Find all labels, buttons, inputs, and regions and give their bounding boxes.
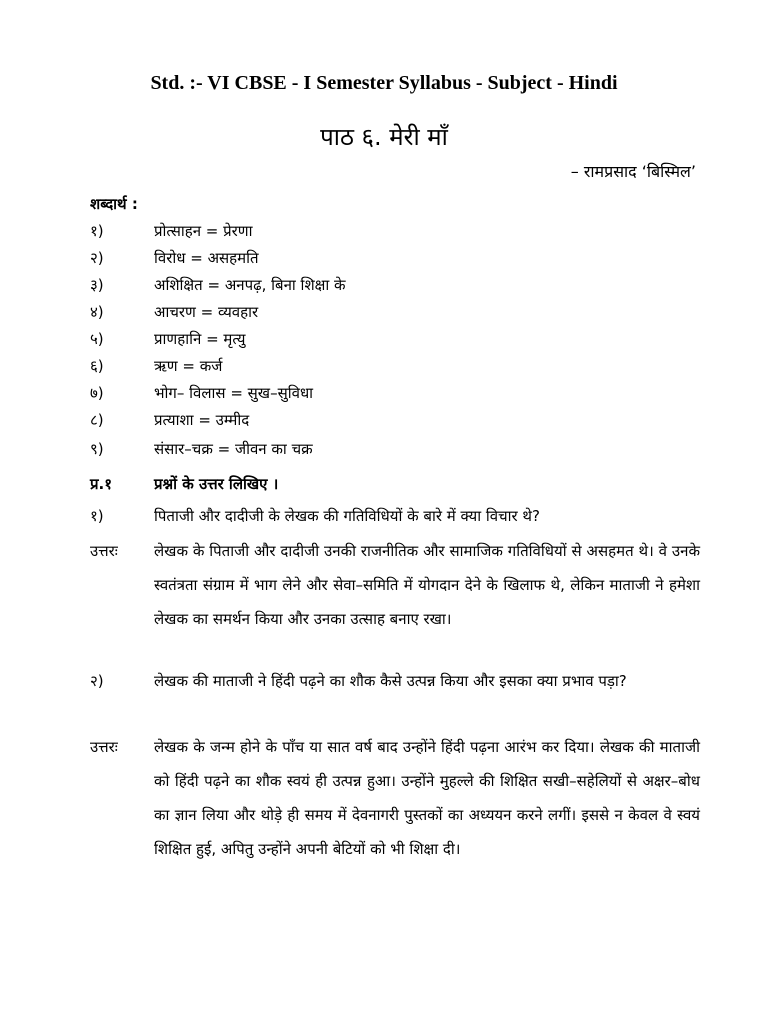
question-number: २) xyxy=(90,672,104,690)
glossary-item xyxy=(90,329,245,349)
question-2 xyxy=(90,664,700,698)
glossary-item-text: प्रत्याशा = उम्मीद xyxy=(154,411,250,429)
glossary-item xyxy=(90,302,258,322)
questions-heading xyxy=(90,474,278,494)
question-number: १) xyxy=(90,507,104,525)
glossary-item xyxy=(90,439,313,459)
answer-2 xyxy=(90,730,700,866)
question-1 xyxy=(90,506,540,526)
question-text: पिताजी और दादीजी के लेखक की गतिविधियों के बारे में क्या विचार थे? xyxy=(154,507,540,525)
glossary-item-number: ४) xyxy=(90,303,104,321)
glossary-item-text: प्रोत्साहन = प्रेरणा xyxy=(154,222,253,240)
glossary-heading: शब्दार्थ : xyxy=(90,195,138,213)
questions-title: प्रश्नों के उत्तर लिखिए । xyxy=(154,475,279,493)
glossary-item-number: ६) xyxy=(90,357,104,375)
glossary-item xyxy=(90,221,253,241)
glossary-item xyxy=(90,248,259,268)
glossary-item-text: भोग– विलास = सुख–सुविधा xyxy=(154,384,314,402)
lesson-title: पाठ ६. मेरी माँ xyxy=(320,123,448,151)
glossary-item-number: ५) xyxy=(90,330,104,348)
glossary-item-number: ९) xyxy=(90,440,104,458)
glossary-item-text: प्राणहानि = मृत्यु xyxy=(154,330,246,348)
glossary-item xyxy=(90,356,222,376)
glossary-item-text: आचरण = व्यवहार xyxy=(154,303,259,321)
answer-label: उत्तरः xyxy=(90,542,118,560)
answer-1 xyxy=(90,534,700,636)
glossary-item xyxy=(90,383,313,403)
glossary-item-text: ऋण = कर्ज xyxy=(154,357,223,375)
answer-text: लेखक के जन्म होने के पाँच या सात वर्ष बाद उन्होंने हिंदी पढ़ना आरंभ कर दिया। लेखक की माताजी को हिंदी पढ़ने का शौक स्वयं ही उत्पन्न हुआ। उन्होंने मुहल्ले की शिक्षित सखी–सहेलियों से अक्षर–बोध का ज्ञान लिया और थोड़े ही समय में देवनागरी पुस्तकों का अध्ययन करने लगीं। इससे न केवल वे स्वयं शिक्षित हुई, अपितु उन्होंने अपनी बेटियों को भी शिक्षा दी। xyxy=(154,738,700,858)
glossary-item-number: ३) xyxy=(90,276,104,294)
glossary-item-number: ७) xyxy=(90,384,104,402)
glossary-item-number: २) xyxy=(90,249,104,267)
glossary-item xyxy=(90,410,249,430)
glossary-item-number: ८) xyxy=(90,411,104,429)
answer-label: उत्तरः xyxy=(90,738,118,756)
author-name: – रामप्रसाद ‘बिस्मिल’ xyxy=(570,162,696,181)
glossary-item xyxy=(90,275,346,295)
glossary-item-number: १) xyxy=(90,222,104,240)
question-text: लेखक की माताजी ने हिंदी पढ़ने का शौक कैसे उत्पन्न किया और इसका क्या प्रभाव पड़ा? xyxy=(154,672,627,690)
questions-number: प्र.१ xyxy=(90,475,113,493)
answer-text: लेखक के पिताजी और दादीजी उनकी राजनीतिक और सामाजिक गतिविधियों से असहमत थे। वे उनके स्वतंत्रता संग्राम में भाग लेने और सेवा–समिति में योगदान देने के खिलाफ थे, लेकिन माताजी ने हमेशा लेखक का समर्थन किया और उनका उत्साह बनाए रखा। xyxy=(154,542,700,628)
glossary-item-text: अशिक्षित = अनपढ़, बिना शिक्षा के xyxy=(154,276,346,294)
document-header: Std. :- VI CBSE - I Semester Syllabus - Subject - Hindi xyxy=(150,72,618,94)
glossary-item-text: विरोध = असहमति xyxy=(154,249,259,267)
glossary-item-text: संसार–चक्र = जीवन का चक्र xyxy=(154,440,313,458)
